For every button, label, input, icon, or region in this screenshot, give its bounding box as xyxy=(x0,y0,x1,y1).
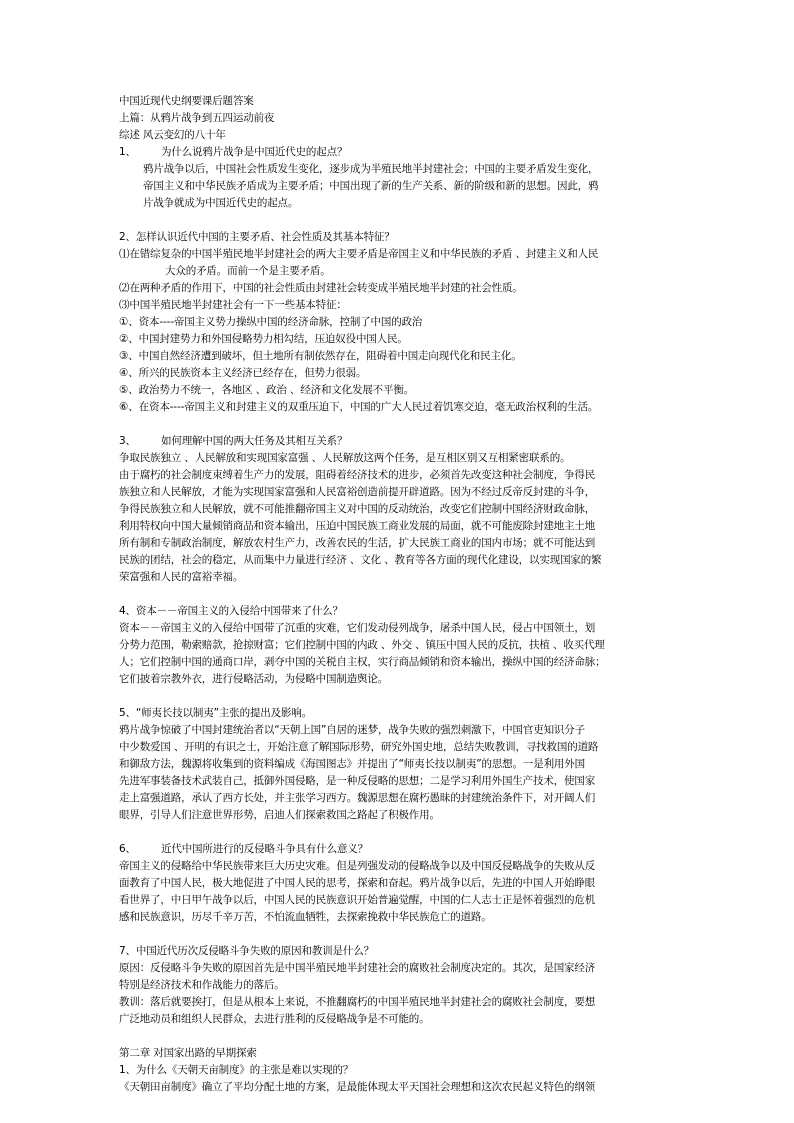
document-page xyxy=(119,93,685,1096)
answer-line: 先进军事装备技术武装自己，抵御外国侵略，是一种反侵略的思想；二是学习利用外国生产技术，使国家 xyxy=(119,775,596,787)
answer-line: 眼界，引导人们注意世界形势，启迪人们探索救国之路起了积极作用。 xyxy=(119,809,440,821)
spacer xyxy=(119,212,685,229)
feature-item: ⑥、在资本----帝国主义和封建主义的双重压迫下，中国的广大人民过着饥寒交迫，毫无政治权利的生活。 xyxy=(119,401,599,413)
question-6 xyxy=(119,841,685,858)
answer-line: 大众的矛盾。而前一个是主要矛盾。 xyxy=(165,265,331,277)
answer-line: 争取民族独立 、人民解放和实现国家富强 、人民解放这两个任务，是互相区别又互相紧密联系的。 xyxy=(119,452,571,464)
question-text: 近代中国所进行的反侵略斗争具有什么意义？ xyxy=(161,843,368,855)
question-1 xyxy=(119,144,685,161)
answer-line: 它们披着宗教外衣，进行侵略活动，为侵略中国制造舆论。 xyxy=(119,673,389,685)
chapter-heading: 第二章 对国家出路的早期探索 xyxy=(119,1047,257,1059)
spacer xyxy=(119,586,685,603)
question-7: 7、中国近代历次反侵略斗争失败的原因和教训是什么？ xyxy=(119,945,374,957)
answer-line: 资本－－帝国主义的入侵给中国带了沉重的灾难，它们发动侵列战争，屠杀中国人民，侵占中国领土，划 xyxy=(119,622,596,634)
answer-line: 由于腐朽的社会制度束缚着生产力的发展，阻碍着经济技术的进步，必须首先改变这种社会制度，争得民 xyxy=(119,469,596,481)
spacer xyxy=(119,688,685,705)
feature-item: ③、中国自然经济遭到破坏，但土地所有制依然存在，阻碍着中国走向现代化和民主化。 xyxy=(119,350,522,362)
question-text: 为什么说鸦片战争是中国近代史的起点？ xyxy=(161,146,348,158)
answer-line: ⑶中国半殖民地半封建社会有一下一些基本特征： xyxy=(119,299,347,311)
feature-item: ④、所兴的民族资本主义经济已经存在，但势力很弱。 xyxy=(119,367,367,379)
answer-line: 族独立和人民解放，才能为实现国家富强和人民富裕创造前提开辟道路。因为不经过反帝反封建的斗争， xyxy=(119,486,596,498)
feature-item: ②、中国封建势力和外国侵略势力相勾结，压迫奴役中国人民。 xyxy=(119,333,408,345)
spacer xyxy=(119,824,685,841)
spacer xyxy=(119,926,685,943)
spacer xyxy=(119,1028,685,1045)
question-3 xyxy=(119,433,685,450)
answer-line: 原因：反侵略斗争失败的原因首先是中国半殖民地半封建社会的腐败社会制度决定的。其次，是国家经济 xyxy=(119,962,596,974)
answer-line: 帝国主义的侵略给中华民族带来巨大历史灾难。但是列强发动的侵略战争以及中国反侵略战争的失败从反 xyxy=(119,860,596,872)
answer-line: 特别是经济技术和作战能力的落后。 xyxy=(119,979,285,991)
answer-line: 人；它们控制中国的通商口岸，剥夺中国的关税自主权，实行商品倾销和资本输出，操纵中国的经济命脉； xyxy=(119,656,606,668)
answer-line: 感和民族意识，历尽千辛万苦，不怕流血牺牲，去探索挽救中华民族危亡的道路。 xyxy=(119,911,492,923)
question-5: 5、“师夷长技以制夷”主张的提出及影响。 xyxy=(119,707,313,719)
answer-line: 鸦片战争惊破了中国封建统治者以“天朝上国”自居的迷梦，战争失败的强烈刺激下，中国官吏知识分子 xyxy=(119,724,585,736)
answer-line: 民族的团结，社会的稳定，从而集中力量进行经济 、文化 、教育等各方面的现代化建设，以实现国家的繁 xyxy=(119,554,602,566)
answer-line: 面教育了中国人民，极大地促进了中国人民的思考，探索和奋起。鸦片战争以后，先进的中国人开始睁眼 xyxy=(119,877,596,889)
answer-line: 分势力范围，勒索赔款，抢掠财富；它们控制中国的内政 、外交 、镇压中国人民的反抗，扶植 、收买代理 xyxy=(119,639,605,651)
answer-line: 帝国主义和中华民族矛盾成为主要矛盾；中国出现了新的生产关系、新的阶级和新的思想。因此，鸦 xyxy=(143,180,599,192)
question-number: 3、 xyxy=(119,435,136,447)
answer-line: 看世界了，中日甲午战争以后，中国人民的民族意识开始普遍觉醒，中国的仁人志士正是怀着强烈的危机 xyxy=(119,894,596,906)
question-number: 6、 xyxy=(119,843,136,855)
answer-line: 所有制和专制政治制度，解放农村生产力，改善农民的生活，扩大民族工商业的国内市场；就不可能达到 xyxy=(119,537,596,549)
answer-line: 走上富强道路，承认了西方长处，并主张学习西方。魏源思想在腐朽愚昧的封建统治条件下，对开阔人们 xyxy=(119,792,596,804)
question-text: 如何理解中国的两大任务及其相互关系？ xyxy=(161,435,348,447)
answer-line: 教训：落后就要挨打，但是从根本上来说，不推翻腐朽的中国半殖民地半封建社会的腐败社会制度，要想 xyxy=(119,996,596,1008)
answer-line: 《天朝田亩制度》确立了平均分配土地的方案，是最能体现太平天国社会理想和这次农民起义特色的纲领 xyxy=(119,1081,596,1093)
overview-heading: 综述 风云变幻的八十年 xyxy=(119,129,226,141)
feature-item: ①、资本----帝国主义势力操纵中国的经济命脉，控制了中国的政治 xyxy=(119,316,423,328)
answer-line: 争得民族独立和人民解放，就不可能推翻帝国主义对中国的反动统治，改变它们控制中国经济财政命脉， xyxy=(119,503,596,515)
part-heading: 上篇：从鸦片战争到五四运动前夜 xyxy=(119,112,275,124)
answer-line: 中少数爱国 、开明的有识之士，开始注意了解国际形势，研究外国史地，总结失败教训，寻找救国的道路 xyxy=(119,741,599,753)
answer-line: 鸦片战争以后，中国社会性质发生变化，逐步成为半殖民地半封建社会；中国的主要矛盾发生变化， xyxy=(143,163,599,175)
question-4: 4、资本－－帝国主义的入侵给中国带来了什么？ xyxy=(119,605,343,617)
answer-line: 荣富强和人民的富裕幸福。 xyxy=(119,571,244,583)
answer-line: ⑵在两种矛盾的作用下，中国的社会性质由封建社会转变成半殖民地半封建的社会性质。 xyxy=(119,282,523,294)
feature-item: ⑤、政治势力不统一，各地区 、政治 、经济和文化发展不平衡。 xyxy=(119,384,415,396)
answer-line: 片战争就成为中国近代史的起点。 xyxy=(143,197,299,209)
answer-line: 和御敌方法，魏源将收集到的资料编成《海国图志》并提出了“师夷长技以制夷”的思想。一是利用外国 xyxy=(119,758,585,770)
chapter-question: 1、为什么《天朝天亩制度》的主张是难以实现的？ xyxy=(119,1064,354,1076)
answer-line: 利用特权向中国大量倾销商品和资本输出，压迫中国民族工商业发展的局面，就不可能废除封建地主土地 xyxy=(119,520,596,532)
answer-line: ⑴在错综复杂的中国半殖民地半封建社会的两大主要矛盾是帝国主义和中华民族的矛盾 、封建主义和人民 xyxy=(119,248,599,260)
question-number: 1、 xyxy=(119,146,136,158)
answer-line: 广泛地动员和组织人民群众，去进行胜利的反侵略战争是不可能的。 xyxy=(119,1013,430,1025)
spacer xyxy=(119,416,685,433)
question-2: 2、怎样认识近代中国的主要矛盾、社会性质及其基本特征？ xyxy=(119,231,395,243)
document-title: 中国近现代史纲要课后题答案 xyxy=(119,95,254,107)
